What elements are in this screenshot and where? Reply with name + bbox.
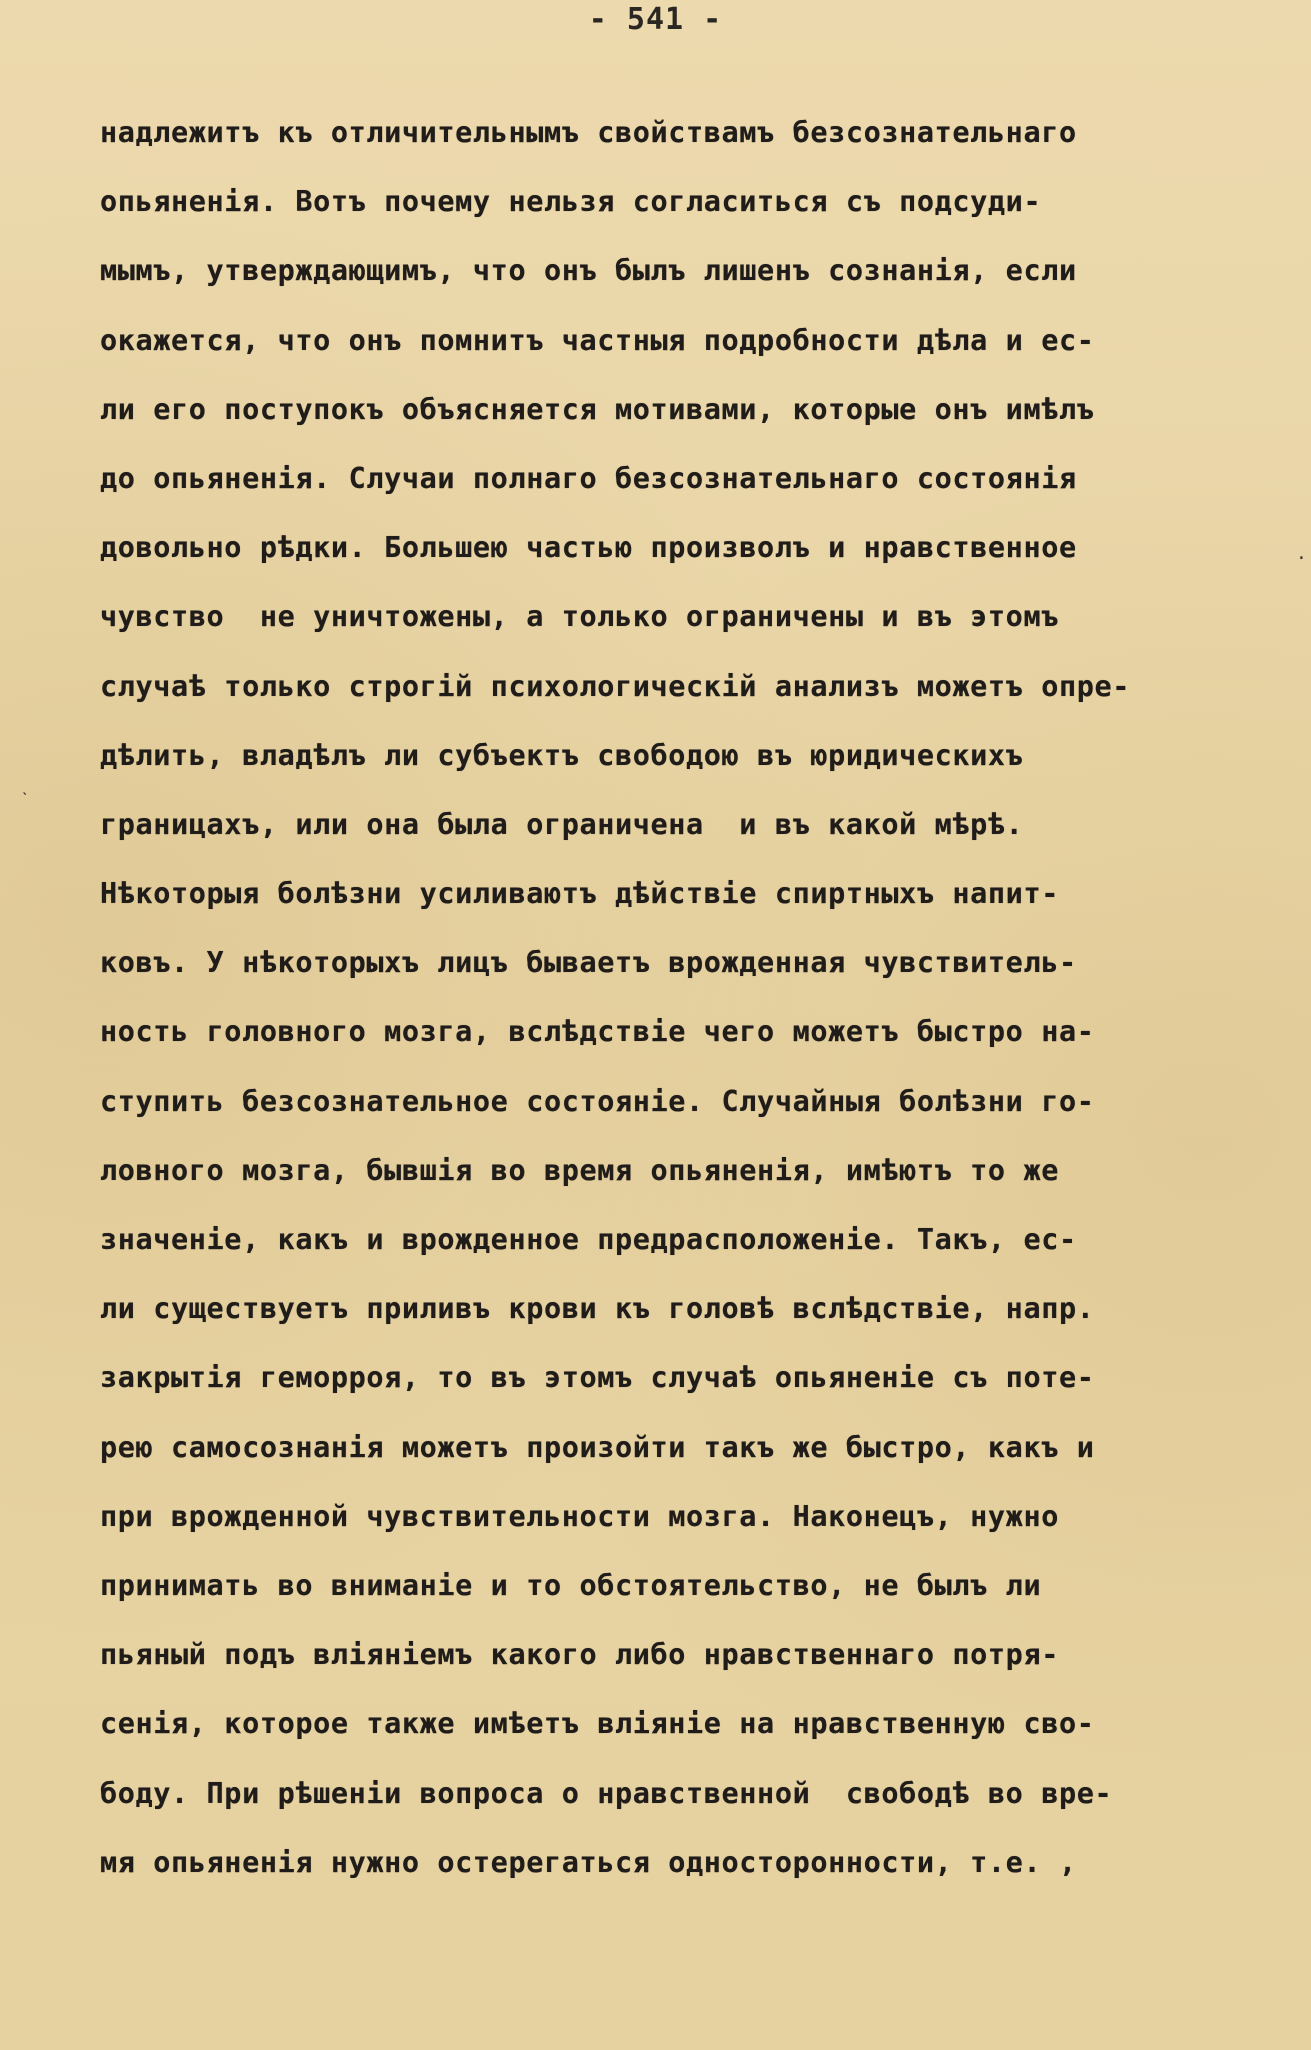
page-number: - 541 - bbox=[588, 2, 723, 37]
margin-mark: ˋ bbox=[20, 790, 31, 811]
text-line: надлежитъ къ отличительнымъ свойствамъ безсознательнаго bbox=[100, 116, 1077, 149]
text-line: закрытія геморроя, то въ этомъ случаѣ опьяненіе съ поте- bbox=[100, 1361, 1095, 1395]
text-line: довольно рѣдки. Большею частью произволъ и нравственное bbox=[100, 531, 1077, 565]
text-line: рею самосознанія можетъ произойти такъ же быстро, какъ и bbox=[100, 1430, 1095, 1464]
text-line: ступить безсознательное состояніе. Случайныя болѣзни го- bbox=[100, 1084, 1095, 1118]
text-line: ковъ. У нѣкоторыхъ лицъ бываетъ врожденная чувствитель- bbox=[100, 946, 1077, 980]
text-line: опьяненія. Вотъ почему нельзя согласиться съ подсуди- bbox=[100, 185, 1042, 219]
margin-mark: · bbox=[1296, 548, 1307, 569]
text-line: значеніе, какъ и врожденное предрасположеніе. Такъ, ес- bbox=[100, 1223, 1077, 1256]
text-line: мя опьяненія нужно остерегаться односторонности, т.е. , bbox=[100, 1845, 1077, 1879]
text-line: при врожденной чувствительности мозга. Наконецъ, нужно bbox=[100, 1499, 1059, 1533]
text-line: границахъ, или она была ограничена и въ какой мѣрѣ. bbox=[100, 807, 1024, 841]
text-line: окажется, что онъ помнитъ частныя подробности дѣла и ес- bbox=[100, 323, 1095, 357]
text-line: ли существуетъ приливъ крови къ головѣ вслѣдствіе, напр. bbox=[100, 1292, 1095, 1326]
text-line: ность головного мозга, вслѣдствіе чего можетъ быстро на- bbox=[100, 1015, 1095, 1049]
text-line: Нѣкоторыя болѣзни усиливаютъ дѣйствіе спиртныхъ напит- bbox=[100, 877, 1059, 911]
text-line: пьяный подъ вліяніемъ какого либо нравственнаго потря- bbox=[100, 1638, 1059, 1672]
text-line: случаѣ только строгій психологическій анализъ можетъ опре- bbox=[100, 669, 1130, 703]
text-line: дѣлить, владѣлъ ли субъектъ свободою въ юридическихъ bbox=[100, 738, 1024, 772]
text-line: принимать во вниманіе и то обстоятельство, не былъ ли bbox=[100, 1568, 1042, 1602]
text-line: чувство не уничтожены, а только ограничены и въ этомъ bbox=[100, 600, 1059, 634]
text-line: до опьяненія. Случаи полнаго безсознательнаго состоянія bbox=[100, 461, 1077, 495]
text-line: сенія, которое также имѣетъ вліяніе на нравственную сво- bbox=[100, 1707, 1095, 1741]
text-line: ли его поступокъ объясняется мотивами, которые онъ имѣлъ bbox=[100, 392, 1095, 426]
typewritten-body bbox=[100, 98, 1300, 1897]
text-line: мымъ, утверждающимъ, что онъ былъ лишенъ сознанія, если bbox=[100, 254, 1077, 288]
text-line: боду. При рѣшеніи вопроса о нравственной свободѣ во вре- bbox=[100, 1776, 1113, 1810]
text-line: ловного мозга, бывшія во время опьяненія, имѣютъ то же bbox=[100, 1153, 1059, 1187]
